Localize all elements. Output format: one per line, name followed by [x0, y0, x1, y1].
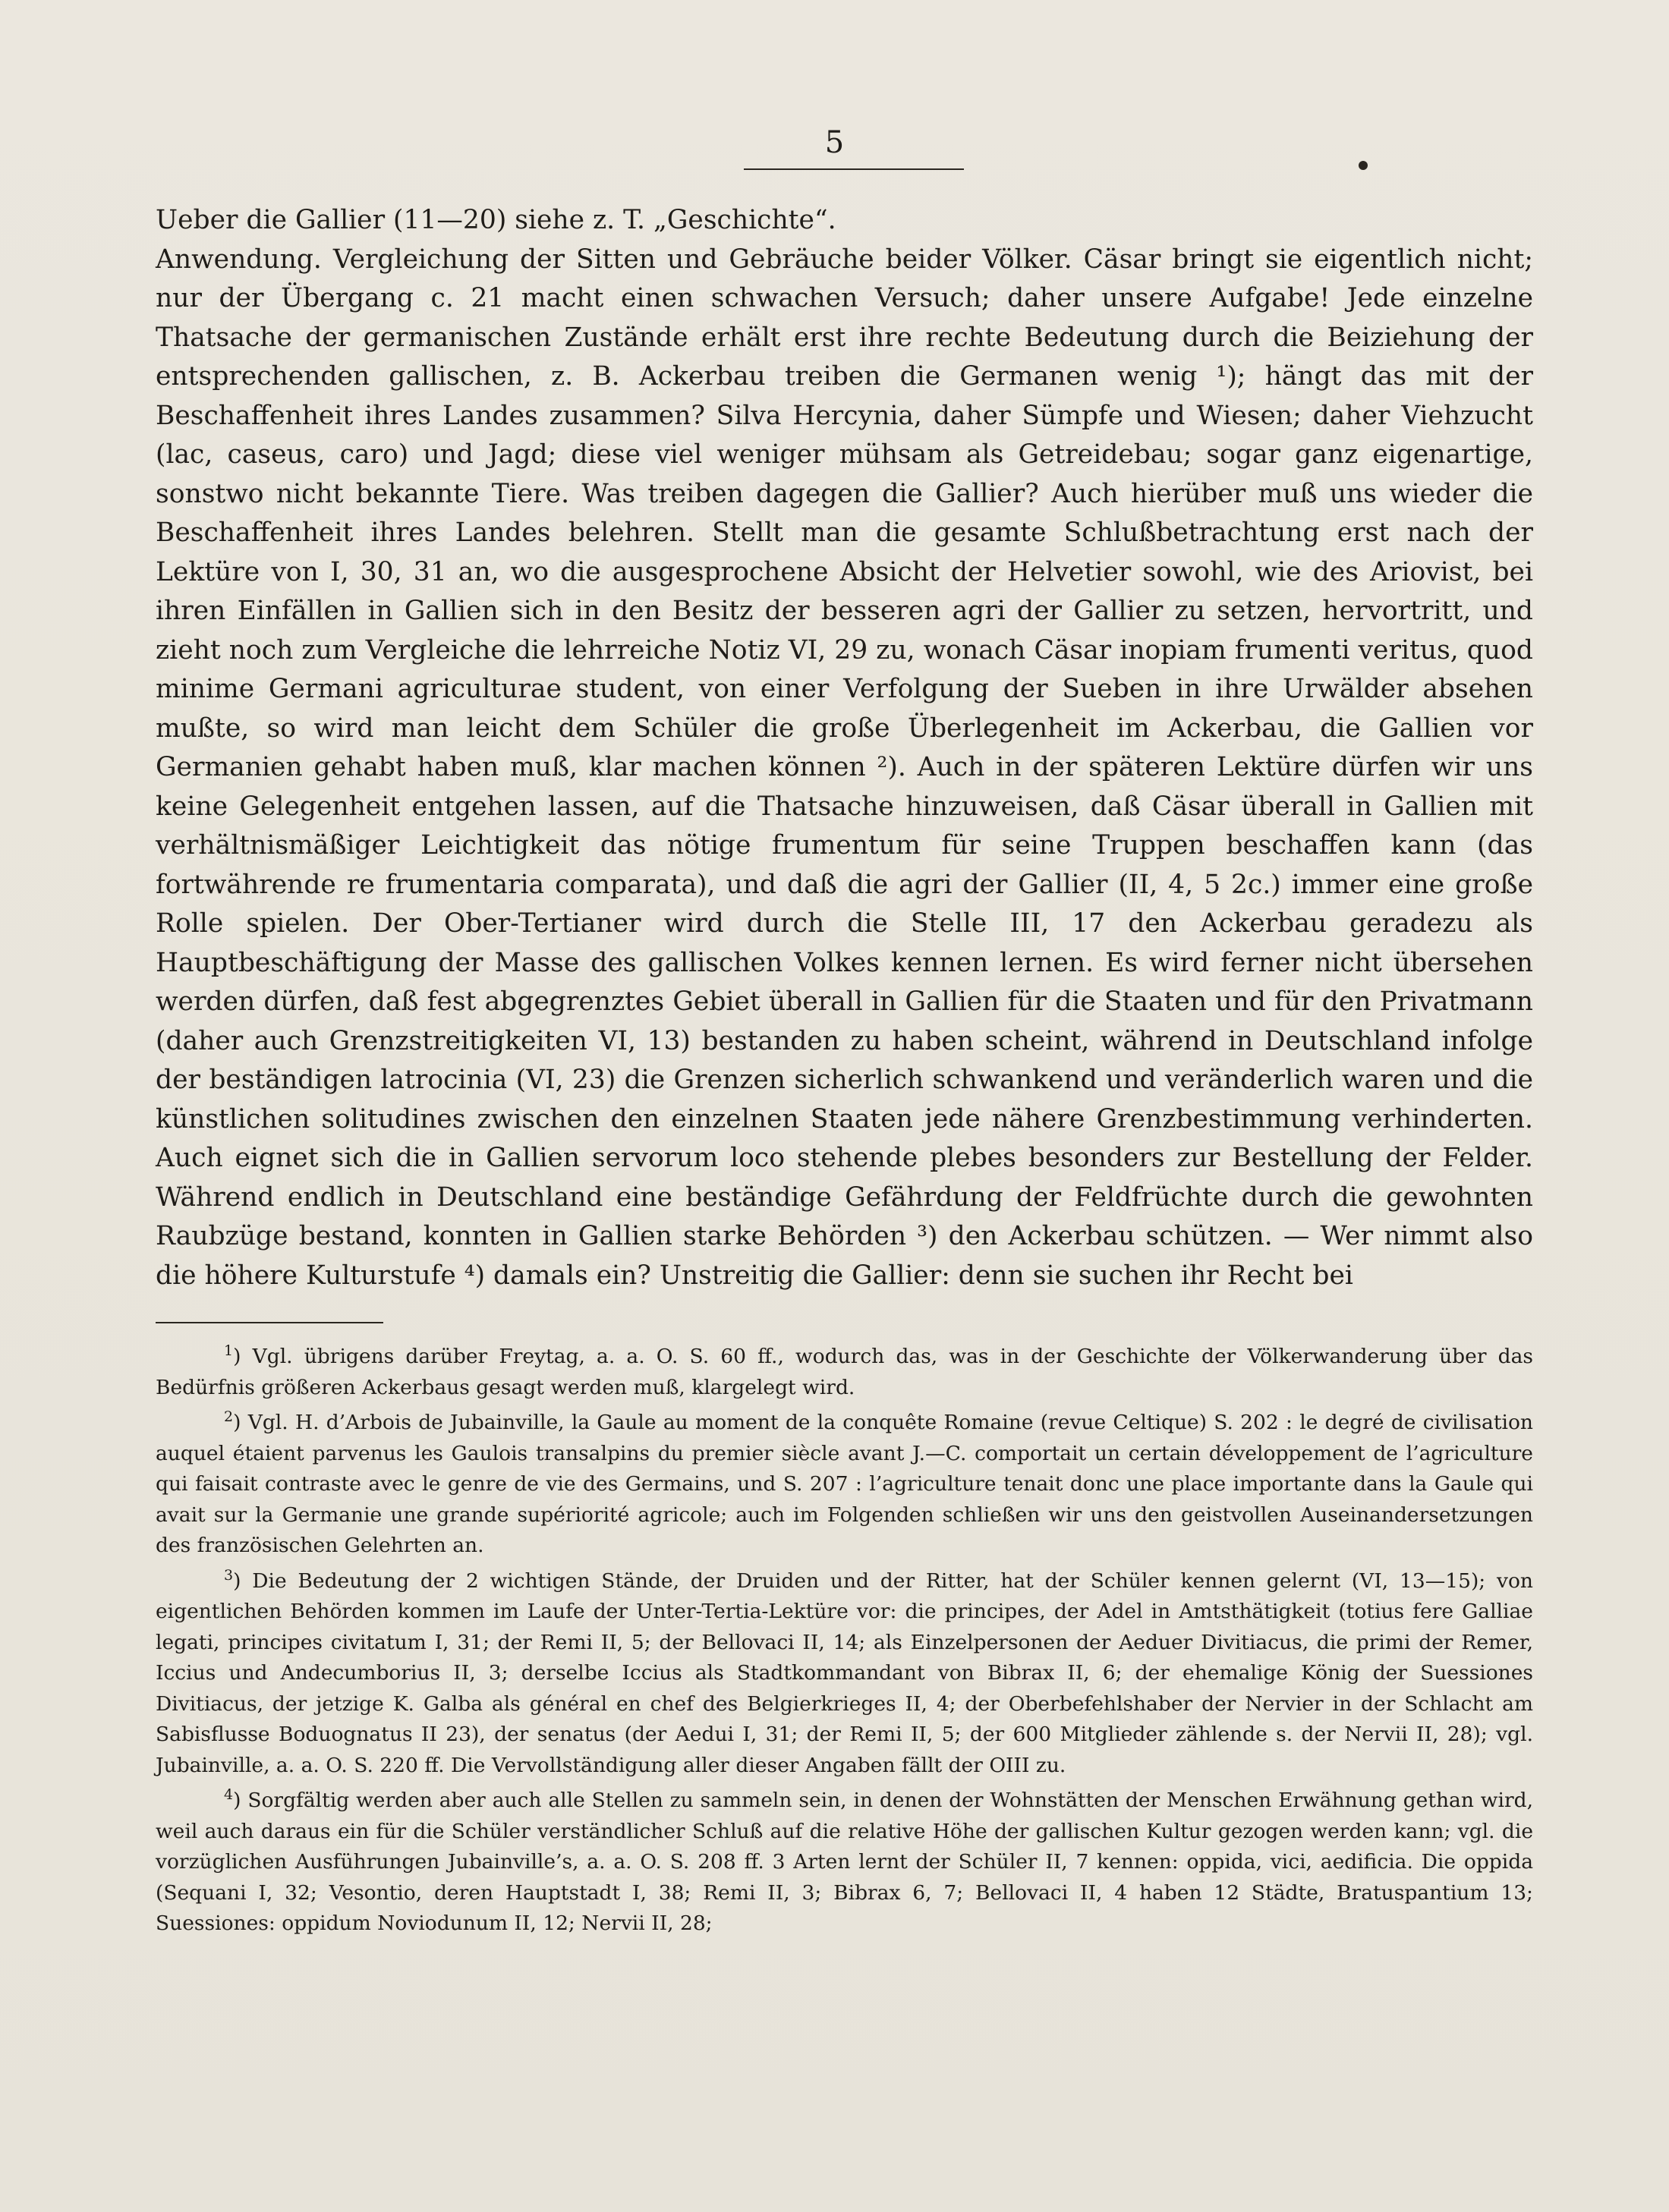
- main-text: [156, 201, 1533, 1295]
- footnote-2: [156, 1408, 1533, 1562]
- paragraph-application: Anwendung. Vergleichung der Sitten und Gebräuche beider Völker. Cäsar bringt sie eigentlich nicht; nur der Übergang c. 21 macht einen schwachen Versuch; daher unsere Aufgabe! Jede einzelne Thatsache der germanischen Zustände erhält erst ihre rechte Bedeutung durch die Beiziehung der entsprechenden gallischen, z. B. Ackerbau treiben die Germanen wenig ¹); hängt das mit der Beschaffenheit ihres Landes zusammen? Silva Hercynia, daher Sümpfe und Wiesen; daher Viehzucht (lac, caseus, caro) und Jagd; diese viel weniger mühsam als Getreidebau; sogar ganz eigenartige, sonstwo nicht bekannte Tiere. Was treiben dagegen die Gallier? Auch hierüber muß uns wieder die Beschaffenheit ihres Landes belehren. Stellt man die gesamte Schlußbetrachtung erst nach der Lektüre von I, 30, 31 an, wo die ausgesprochene Absicht der Helvetier sowohl, wie des Ariovist, bei ihren Einfällen in Gallien sich in den Besitz der besseren agri der Gallier zu setzen, hervortritt, und zieht noch zum Vergleiche die lehrreiche Notiz VI, 29 zu, wonach Cäsar inopiam frumenti veritus, quod minime Germani agriculturae student, von einer Verfolgung der Sueben in ihre Urwälder absehen mußte, so wird man leicht dem Schüler die große Überlegenheit im Ackerbau, die Gallien vor Germanien gehabt haben muß, klar machen können ²). Auch in der späteren Lektüre dürfen wir uns keine Gelegenheit entgehen lassen, auf die Thatsache hinzuweisen, daß Cäsar überall in Gallien mit verhältnismäßiger Leichtigkeit das nötige frumentum für seine Truppen beschaffen kann (das fortwährende re frumentaria comparata), und daß die agri der Gallier (II, 4, 5 2c.) immer eine große Rolle spielen. Der Ober-Tertianer wird durch die Stelle III, 17 den Ackerbau geradezu als Hauptbeschäftigung der Masse des gallischen Volkes kennen lernen. Es wird ferner nicht übersehen werden dürfen, daß fest abgegrenztes Gebiet überall in Gallien für die Staaten und für den Privatmann (daher auch Grenzstreitigkeiten VI, 13) bestanden zu haben scheint, während in Deutschland infolge der beständigen latrocinia (VI, 23) die Grenzen sicherlich schwankend und veränderlich waren und die künstlichen solitudines zwischen den einzelnen Staaten jede nähere Grenzbestimmung verhinderten. Auch eignet sich die in Gallien servorum loco stehende plebes besonders zur Bestellung der Felder. Während endlich in Deutschland eine beständige Gefährdung der Feldfrüchte durch die gewohnten Raubzüge bestand, konnten in Gallien starke Behörden ³) den Ackerbau schützen. — Wer nimmt also die höhere Kulturstufe ⁴) damals ein? Unstreitig die Gallier: denn sie suchen ihr Recht bei: [156, 244, 1533, 1291]
- page-number: 5: [824, 125, 845, 160]
- footnotes: [156, 1342, 1533, 1944]
- footnote-text: Die Bedeutung der 2 wichtigen Stände, der Druiden und der Ritter, hat der Schüler kennen gelernt (VI, 13—15); von eigentlichen Behörden kommen im Laufe der Unter-Tertia-Lektüre vor: die principes, der Adel in Amtsthätigkeit (totius fere Galliae legati, principes civitatum I, 31; der Remi II, 5; der Bellovaci II, 14; als Einzelpersonen der Aeduer Divitiacus, die primi der Remer, Iccius und Andecumborius II, 3; derselbe Iccius als Stadtkommandant von Bibrax II, 6; der ehemalige König der Suessiones Divitiacus, der jetzige K. Galba als général en chef des Belgierkrieges II, 4; der Oberbefehlshaber der Nervier in der Schlacht am Sabisflusse Boduognatus II 23), der senatus (der Aedui I, 31; der Remi II, 5; der 600 Mitglieder zählende s. der Nervii II, 28); vgl. Jubainville, a. a. O. S. 220 ff. Die Vervollständigung aller dieser Angaben fällt der OIII zu.: [156, 1569, 1533, 1777]
- footnote-1: [156, 1342, 1533, 1403]
- paragraph-intro: Ueber die Gallier (11—20) siehe z. T. „Geschichte“.: [156, 205, 836, 235]
- footnote-paren: ): [233, 1411, 248, 1434]
- footnote-text: Vgl. H. d’Arbois de Jubainville, la Gaule au moment de la conquête Romaine (revue Celtique) S. 202 : le degré de civilisation auquel étaient parvenus les Gaulois transalpins du premier siècle avant J.—C. comportait un certain développement de l’agriculture qui faisait contraste avec le genre de vie des Germains, und S. 207 : l’agriculture tenait donc une place importante dans la Gaule qui avait sur la Germanie une grande supériorité agricole; auch im Folgenden schließen wir uns den geistvollen Auseinandersetzungen des französischen Gelehrten an.: [156, 1411, 1534, 1557]
- footnote-mark: 3: [224, 1566, 234, 1584]
- header-rule: [744, 168, 964, 170]
- footnote-paren: ): [233, 1569, 253, 1593]
- footnote-mark: 2: [224, 1408, 234, 1426]
- footnote-paren: ): [233, 1789, 248, 1812]
- print-dot: [1359, 161, 1368, 170]
- footnote-mark: 1: [224, 1342, 234, 1360]
- footnote-paren: ): [233, 1345, 253, 1368]
- footnote-text: Vgl. übrigens darüber Freytag, a. a. O. S. 60 ff., wodurch das, was in der Geschichte der Völkerwanderung über das Bedürfnis größeren Ackerbaus gesagt werden muß, klargelegt wird.: [156, 1345, 1534, 1399]
- footnote-mark: 4: [224, 1786, 234, 1804]
- footnote-3: [156, 1566, 1533, 1782]
- footnote-4: [156, 1786, 1533, 1940]
- footnote-text: Sorgfältig werden aber auch alle Stellen zu sammeln sein, in denen der Wohnstätten der Menschen Erwähnung gethan wird, weil auch daraus ein für die Schüler verständlicher Schluß auf die relative Höhe der gallischen Kultur gezogen werden kann; vgl. die vorzüglichen Ausführungen Jubainville’s, a. a. O. S. 208 ff. 3 Arten lernt der Schüler II, 7 kennen: oppida, vici, aedificia. Die oppida (Sequani I, 32; Vesontio, deren Hauptstadt I, 38; Remi II, 3; Bibrax 6, 7; Bellovaci II, 4 haben 12 Städte, Bratuspantium 13; Suessiones: oppidum Noviodunum II, 12; Nervii II, 28;: [156, 1789, 1534, 1935]
- footnote-rule: [156, 1322, 383, 1323]
